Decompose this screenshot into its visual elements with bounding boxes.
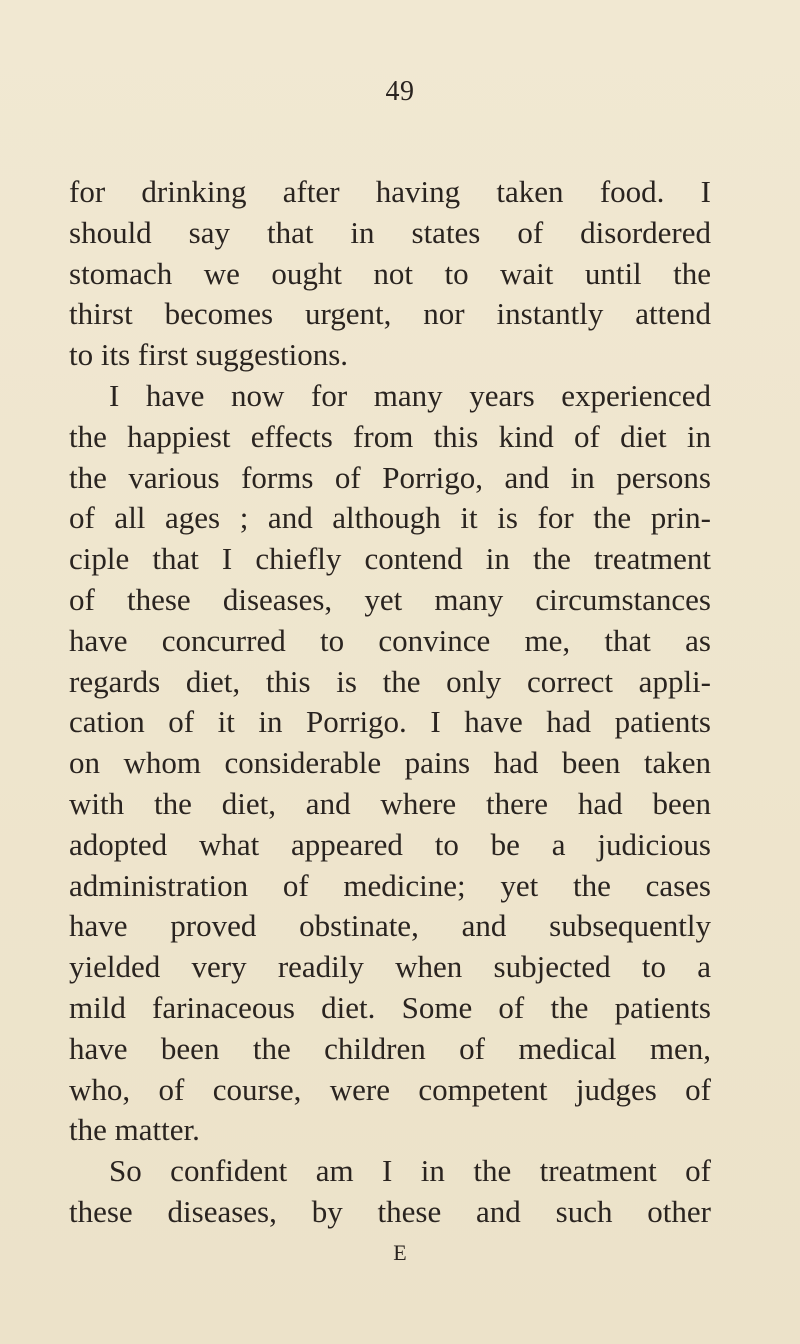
text-line: with the diet, and where there had been — [69, 785, 711, 821]
text-line: the happiest effects from this kind of diet in — [69, 418, 711, 454]
text-line: thirst becomes urgent, nor instantly attend — [69, 296, 711, 332]
body-text — [69, 172, 711, 1233]
text-line: should say that in states of disordered — [69, 214, 711, 250]
page-number: 49 — [385, 76, 415, 107]
text-line: stomach we ought not to wait until the — [69, 255, 711, 291]
text-line: yielded very readily when subjected to a — [69, 949, 711, 985]
text-line: these diseases, by these and such other — [69, 1193, 711, 1229]
text-line: on whom considerable pains had been taken — [69, 745, 711, 781]
text-line: I have now for many years experienced — [109, 377, 711, 413]
text-line: have concurred to convince me, that as — [69, 622, 711, 658]
text-line: have been the children of medical men, — [69, 1030, 711, 1066]
text-line: of all ages ; and although it is for the prin- — [69, 500, 711, 536]
text-line: of these diseases, yet many circumstances — [69, 581, 711, 617]
signature-mark: E — [393, 1240, 407, 1265]
text-line: the various forms of Porrigo, and in persons — [69, 459, 711, 495]
text-line: the matter. — [69, 1112, 200, 1148]
text-line: have proved obstinate, and subsequently — [69, 908, 711, 944]
text-line: who, of course, were competent judges of — [69, 1071, 711, 1107]
text-line: regards diet, this is the only correct appli- — [69, 663, 711, 699]
text-line: mild farinaceous diet. Some of the patients — [69, 989, 711, 1025]
text-line: adopted what appeared to be a judicious — [69, 826, 711, 862]
text-line: cation of it in Porrigo. I have had patients — [69, 704, 711, 740]
text-line: ciple that I chiefly contend in the treatment — [69, 541, 711, 577]
text-line: for drinking after having taken food. I — [69, 174, 711, 209]
text-line: to its first suggestions. — [69, 337, 349, 373]
text-line: administration of medicine; yet the cases — [69, 867, 711, 903]
text-line: So confident am I in the treatment of — [109, 1153, 711, 1189]
